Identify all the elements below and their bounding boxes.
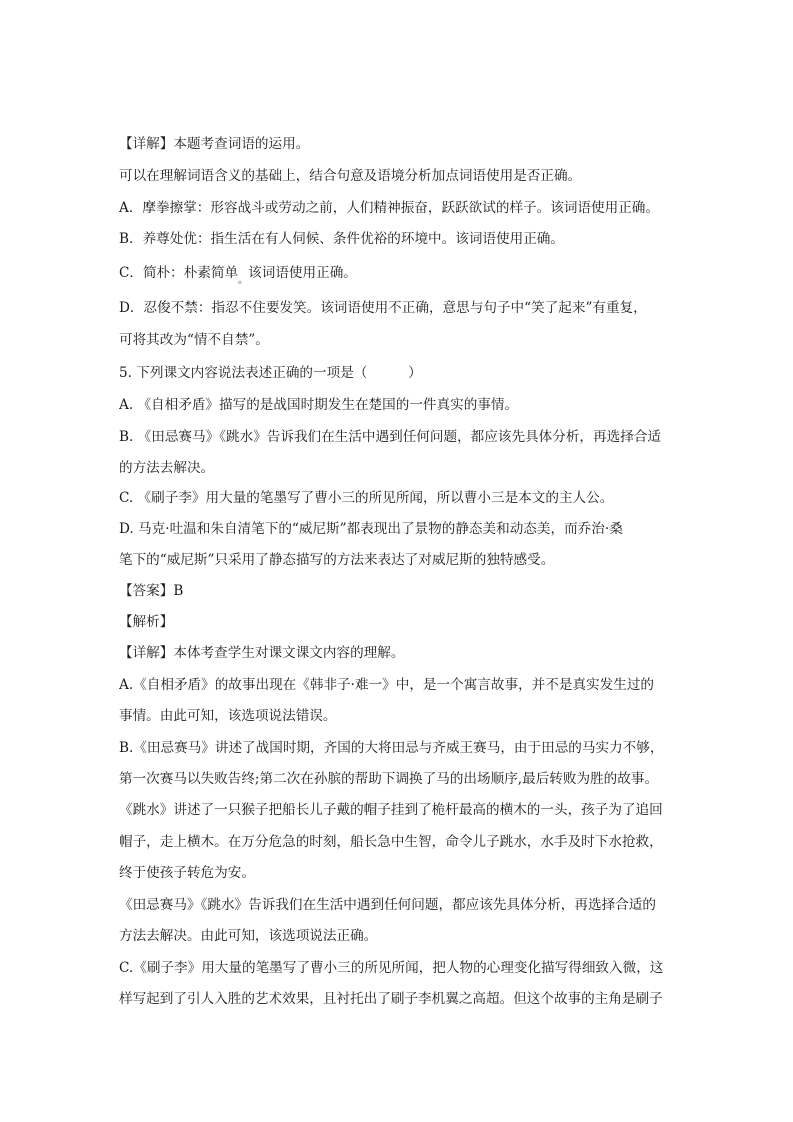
text-line: 方法去解决。由此可知，该选项说法正确。 — [119, 928, 378, 944]
option-c-tail: 该词语使用正确。 — [248, 265, 357, 281]
option-b-line: B．养尊处优：指生活在有人伺候、条件优裕的环境中。该词语使用正确。 — [119, 231, 564, 247]
text-line: 可以在理解词语含义的基础上，结合句意及语境分析加点词语使用是否正确。 — [119, 168, 582, 184]
q5-option-a: A. 《自相矛盾》描写的是战国时期发生在楚国的一件真实的事情。 — [119, 397, 519, 413]
text-line: 《跳水》讲述了一只猴子把船长儿子戴的帽子挂到了桅杆最高的横木的一头，孩子为了追回 — [119, 802, 663, 818]
option-c-period: 。 — [238, 275, 249, 284]
text-line: 的方法去解决。 — [119, 460, 215, 476]
text-line: 笔下的“威尼斯”只采用了静态描写的方法来表达了对威尼斯的独特感受。 — [119, 552, 555, 568]
text-line: 终于使孩子转危为安。 — [119, 865, 255, 881]
text-line: 样写起到了引人入胜的艺术效果，且衬托出了刷子李机翼之高超。但这个故事的主角是刷子 — [119, 991, 663, 1007]
analysis-heading: 【解析】 — [119, 614, 174, 630]
q5-option-c: C. 《刷子李》用大量的笔墨写了曹小三的所见所闻，所以曹小三是本文的主人公。 — [119, 490, 614, 506]
text-line: 可将其改为“情不自禁”。 — [119, 332, 269, 348]
q5-option-b: B. 《田忌赛马》《跳水》告诉我们在生活中遇到任何问题，都应该先具体分析，再选择合适 — [119, 429, 661, 445]
option-c-text: C．简朴：朴素简单 — [119, 265, 239, 281]
option-a-line: A．摩拳擦掌：形容战斗或劳动之前，人们精神振奋，跃跃欲试的样子。该词语使用正确。 — [119, 200, 659, 216]
option-d-line: D．忍俊不禁：指忍不住要发笑。该词语使用不正确，意思与句子中“笑了起来”有重复， — [119, 300, 647, 316]
detail-heading: 【详解】本题考查词语的运用。 — [119, 136, 310, 152]
text-line: B.《田忌赛马》讲述了战国时期，齐国的大将田忌与齐威王赛马，由于田忌的马实力不够， — [119, 740, 664, 756]
question-5-line: 5. 下列课文内容说法表述正确的一项是（ ） — [119, 365, 422, 381]
text-line: A.《自相矛盾》的故事出现在《韩非子·难一》中，是一个寓言故事，并不是真实发生过的 — [119, 677, 655, 693]
text-line: 第一次赛马以失败告终;第二次在孙膑的帮助下调换了马的出场顺序,最后转败为胜的故事。 — [119, 771, 659, 787]
option-c-line — [119, 264, 689, 284]
text-line: 事情。由此可知，该选项说法错误。 — [119, 708, 337, 724]
text-line: 《田忌赛马》《跳水》告诉我们在生活中遇到任何问题，都应该先具体分析，再选择合适的 — [119, 897, 656, 913]
detail-heading: 【详解】本体考查学生对课文课文内容的理解。 — [119, 645, 405, 661]
answer-line: 【答案】B — [119, 583, 184, 599]
q5-option-d: D. 马克·吐温和朱自清笔下的“威尼斯”都表现出了景物的静态美和动态美，而乔治·桑 — [119, 521, 623, 537]
text-line: 帽子，走上横木。在万分危急的时刻，船长急中生智，命令儿子跳水，水手及时下水抢救， — [119, 834, 663, 850]
text-line: C.《刷子李》用大量的笔墨写了曹小三的所见所闻，把人物的心理变化描写得细致入微，这 — [119, 960, 664, 976]
